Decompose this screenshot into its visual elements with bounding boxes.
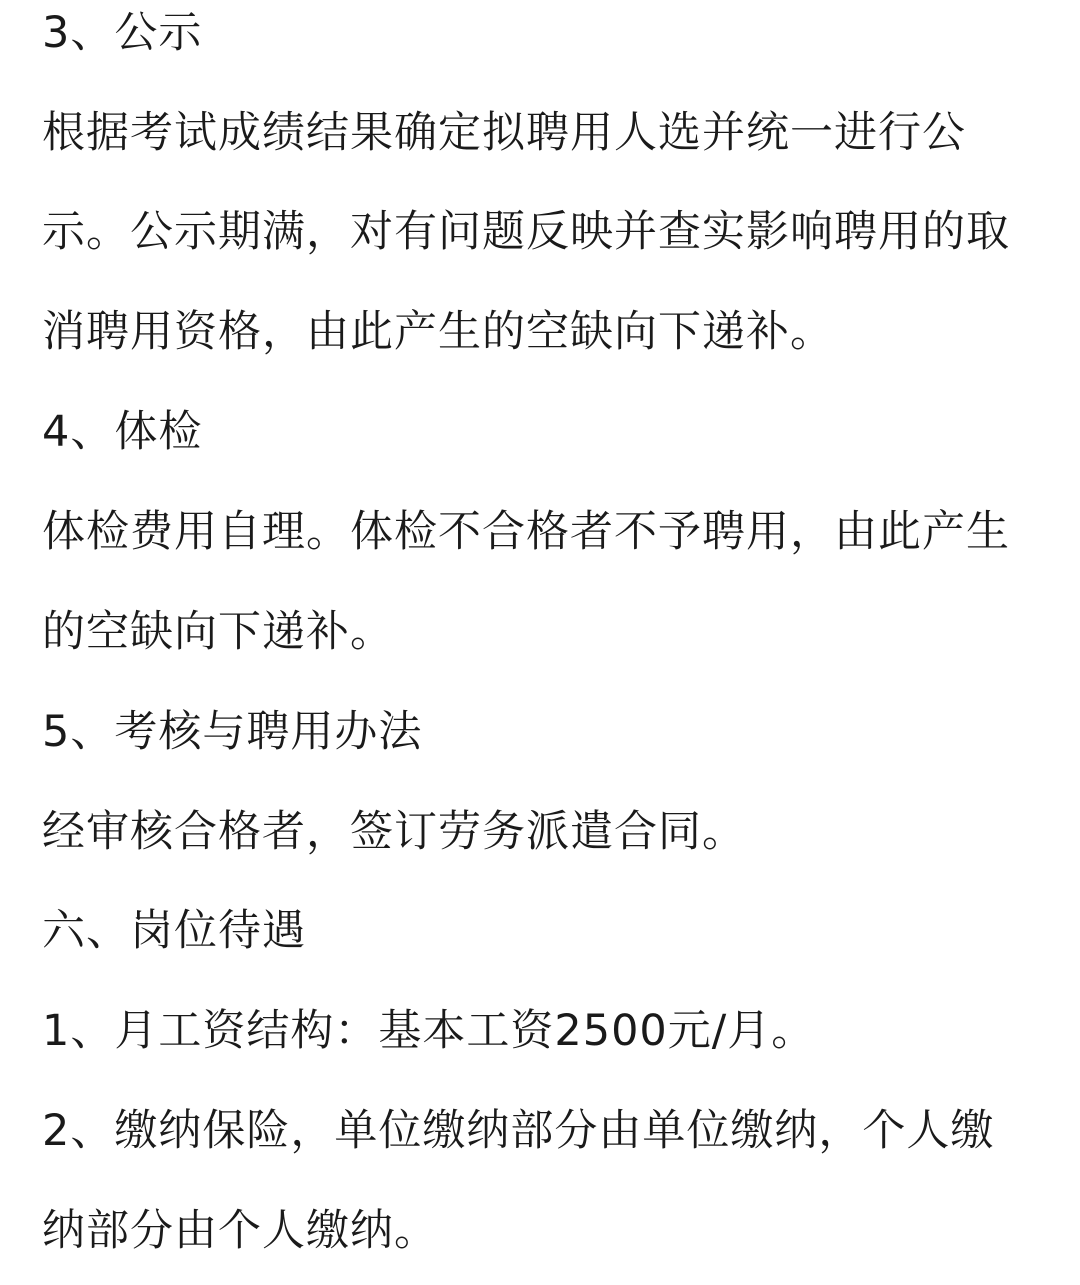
paragraph-line: 纳部分由个人缴纳。 bbox=[42, 1206, 438, 1256]
section-heading-publicity: 3、公示 bbox=[42, 8, 203, 58]
section-heading-compensation: 六、岗位待遇 bbox=[42, 906, 306, 956]
paragraph-line: 经审核合格者，签订劳务派遣合同。 bbox=[42, 807, 746, 857]
section-heading-physical-exam: 4、体检 bbox=[42, 407, 203, 457]
section-heading-assessment: 5、考核与聘用办法 bbox=[42, 707, 423, 757]
paragraph-line: 2、缴纳保险，单位缴纳部分由单位缴纳，个人缴 bbox=[42, 1106, 995, 1156]
paragraph-line: 根据考试成绩结果确定拟聘用人选并统一进行公 bbox=[42, 108, 966, 158]
paragraph-line: 示。公示期满，对有问题反映并查实影响聘用的取 bbox=[42, 207, 1010, 257]
paragraph-line: 消聘用资格，由此产生的空缺向下递补。 bbox=[42, 307, 834, 357]
article-body bbox=[42, 0, 1042, 1285]
paragraph-line: 的空缺向下递补。 bbox=[42, 607, 394, 657]
paragraph-line: 1、月工资结构：基本工资2500元/月。 bbox=[42, 1006, 816, 1056]
paragraph-line: 体检费用自理。体检不合格者不予聘用，由此产生 bbox=[42, 507, 1010, 557]
